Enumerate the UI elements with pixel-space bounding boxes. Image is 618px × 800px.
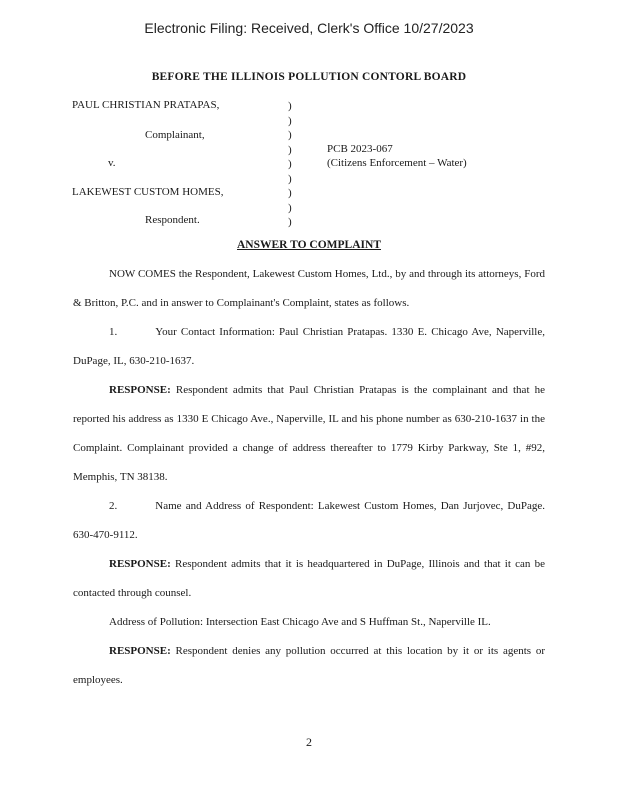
item-text: Name and Address of Respondent: Lakewest Custom Homes, Dan Jurjovec, DuPage. 630-470-9112. xyxy=(73,500,545,541)
caption-paren: ) xyxy=(288,187,292,199)
caption-paren: ) xyxy=(288,129,292,141)
page-number: 2 xyxy=(306,735,312,749)
response-paragraph xyxy=(73,550,545,608)
response-text: Respondent admits that it is headquartered in DuPage, Illinois and that it can be contacted through counsel. xyxy=(73,558,546,599)
caption-paren-column xyxy=(288,99,298,230)
answer-body xyxy=(73,260,545,695)
caption-paren: ) xyxy=(288,143,292,156)
case-caption xyxy=(72,99,552,228)
response-text: Respondent admits that Paul Christian Pratapas is the complainant and that he reported his address as 1330 E Chicago Ave., Naperville, IL and his phone number as 630-210-1637 in the Complaint. Complainant provided a change of address thereafter to 1779 Kirby Parkway, Ste 1, #92, Memphis, TN 38138. xyxy=(73,384,546,483)
versus-label: v. xyxy=(108,157,116,169)
item-text: Your Contact Information: Paul Christian Pratapas. 1330 E. Chicago Ave, Naperville, DuPage, IL, 630-210-1637. xyxy=(73,326,545,367)
complainant-role: Complainant, xyxy=(145,129,205,141)
case-number: PCB 2023-067 xyxy=(327,143,393,155)
caption-paren: ) xyxy=(288,201,292,214)
allegation-paragraph xyxy=(73,318,545,376)
caption-paren: ) xyxy=(288,100,292,112)
caption-paren: ) xyxy=(288,114,292,127)
item-number: 2. xyxy=(109,500,118,512)
board-title: BEFORE THE ILLINOIS POLLUTION CONTORL BOARD xyxy=(151,71,467,83)
response-label: RESPONSE: xyxy=(109,645,171,657)
allegation-paragraph xyxy=(73,492,545,550)
caption-paren: ) xyxy=(288,216,292,228)
caption-paren: ) xyxy=(288,158,292,170)
intro-paragraph: NOW COMES the Respondent, Lakewest Custom Homes, Ltd., by and through its attorneys, Ford & Britton, P.C. and in answer to Complainant's Complaint, states as follows. xyxy=(73,268,545,309)
response-label: RESPONSE: xyxy=(109,384,171,396)
item-number: 1. xyxy=(109,326,118,338)
respondent-role: Respondent. xyxy=(145,214,200,226)
case-type: (Citizens Enforcement – Water) xyxy=(327,157,467,169)
pollution-address-paragraph: Address of Pollution: Intersection East Chicago Ave and S Huffman St., Naperville IL. xyxy=(109,616,491,628)
caption-paren: ) xyxy=(288,172,292,185)
response-label: RESPONSE: xyxy=(109,558,171,570)
complainant-name: PAUL CHRISTIAN PRATAPAS, xyxy=(72,99,220,111)
pollution-response-paragraph xyxy=(73,637,545,695)
respondent-name: LAKEWEST CUSTOM HOMES, xyxy=(72,186,224,198)
response-text: Respondent denies any pollution occurred at this location by it or its agents or employees. xyxy=(73,645,545,686)
section-title: ANSWER TO COMPLAINT xyxy=(237,239,381,251)
response-paragraph xyxy=(73,376,545,492)
filing-stamp: Electronic Filing: Received, Clerk's Office 10/27/2023 xyxy=(144,20,474,36)
